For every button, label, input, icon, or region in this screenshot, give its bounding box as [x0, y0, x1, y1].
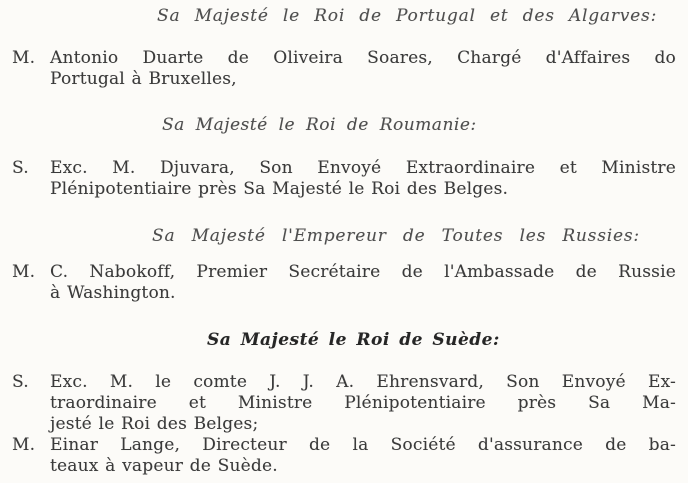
- entry-djuvara: [12, 158, 676, 200]
- entry-prefix: M.: [12, 48, 36, 68]
- entry-prefix: S.: [12, 158, 29, 178]
- text-line: Plénipotentiaire près Sa Majesté le Roi des Belges.: [50, 179, 509, 199]
- entry-ehrensvard: [12, 372, 676, 435]
- entry-nabokoff: [12, 262, 676, 304]
- heading-portugal-algarves: Sa Majesté le Roi de Portugal et des Algarves:: [157, 6, 658, 26]
- text-line: Einar Lange, Directeur de la Société d'assurance de ba-: [50, 435, 676, 455]
- heading-suede: Sa Majesté le Roi de Suède:: [207, 330, 500, 350]
- text-line: Exc. M. Djuvara, Son Envoyé Extraordinaire et Ministre: [50, 158, 676, 178]
- entry-prefix: S.: [12, 372, 29, 392]
- text-line: Portugal à Bruxelles,: [50, 69, 237, 89]
- entry-prefix: M.: [12, 262, 36, 282]
- entry-duarte: [12, 48, 676, 90]
- text-line: teaux à vapeur de Suède.: [50, 456, 278, 476]
- text-line: Exc. M. le comte J. J. A. Ehrensvard, Son Envoyé Ex-: [50, 372, 676, 392]
- text-line: C. Nabokoff, Premier Secrétaire de l'Ambassade de Russie: [50, 262, 676, 282]
- text-line: traordinaire et Ministre Plénipotentiaire près Sa Ma-: [50, 393, 676, 413]
- text-line: Antonio Duarte de Oliveira Soares, Chargé d'Affaires do: [50, 48, 676, 68]
- entry-prefix: M.: [12, 435, 36, 455]
- text-line: à Washington.: [50, 283, 176, 303]
- heading-roumanie: Sa Majesté le Roi de Roumanie:: [162, 115, 477, 135]
- entry-lange: [12, 435, 676, 477]
- heading-russies: Sa Majesté l'Empereur de Toutes les Russies:: [152, 226, 640, 246]
- text-line: jesté le Roi des Belges;: [50, 414, 259, 434]
